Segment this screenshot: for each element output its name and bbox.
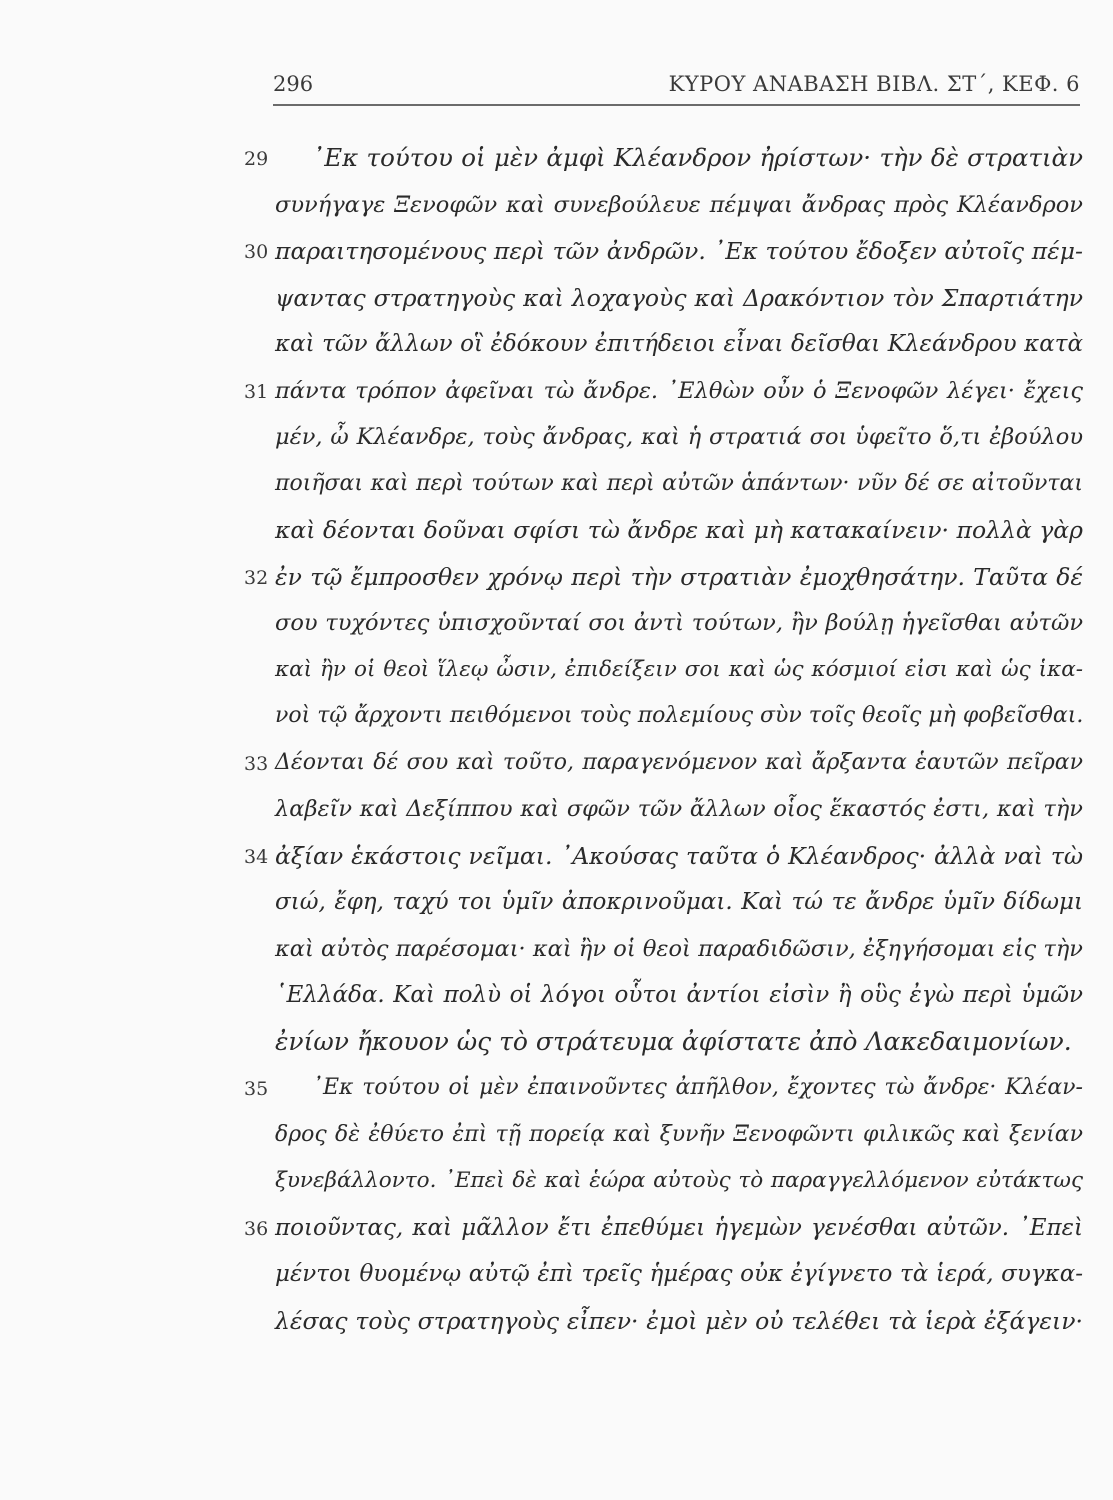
text-line xyxy=(0,327,1113,374)
section-number: 36 xyxy=(244,1217,269,1240)
section-number: 35 xyxy=(244,1078,269,1100)
text-line xyxy=(0,281,1113,328)
line-text: ποιῆσαι καὶ περὶ τούτων καὶ περὶ αὐτῶν ἁπάντων· νῦν δέ σε αἰτοῦνται xyxy=(275,470,1083,496)
text-line xyxy=(0,560,1113,607)
line-text: καὶ ἢν οἱ θεοὶ ἵλεῳ ὦσιν, ἐπιδείξειν σοι καὶ ὡς κόσμιοί εἰσι καὶ ὡς ἱκα- xyxy=(275,656,1083,682)
text-line xyxy=(0,839,1113,886)
text-line xyxy=(0,1304,1113,1351)
section-number: 32 xyxy=(244,566,269,589)
line-text: καὶ τῶν ἄλλων οἳ ἐδόκουν ἐπιτήδειοι εἶναι δεῖσθαι Κλεάνδρου κατὰ xyxy=(275,331,1083,357)
section-number: 33 xyxy=(244,752,269,775)
text-line xyxy=(0,1071,1113,1118)
text-line xyxy=(0,1164,1113,1211)
text-line xyxy=(0,188,1113,235)
line-text: ᾿Εκ τούτου οἱ μὲν ἀμφὶ Κλέανδρον ἠρίστων· τὴν δὲ στρατιὰν xyxy=(312,143,1083,172)
text-line xyxy=(0,792,1113,839)
line-text: σιώ, ἔφη, ταχύ τοι ὑμῖν ἀποκρινοῦμαι. Καὶ τώ τε ἄνδρε ὑμῖν δίδωμι xyxy=(275,889,1083,915)
text-line xyxy=(0,513,1113,560)
text-line xyxy=(0,1118,1113,1165)
line-text: παραιτησομένους περὶ τῶν ἀνδρῶν. ᾿Εκ τούτου ἔδοξεν αὐτοῖς πέμ- xyxy=(275,237,1083,265)
line-text: καὶ δέονται δοῦναι σφίσι τὼ ἄνδρε καὶ μὴ κατακαίνειν· πολλὰ γὰρ xyxy=(275,516,1083,544)
line-text: ψαντας στρατηγοὺς καὶ λοχαγοὺς καὶ Δρακόντιον τὸν Σπαρτιάτην xyxy=(275,283,1083,312)
text-line xyxy=(0,885,1113,932)
text-line xyxy=(0,467,1113,514)
line-text: ξυνεβάλλοντο. ᾿Επεὶ δὲ καὶ ἑώρα αὐτοὺς τὸ παραγγελλόμενον εὐτάκτως xyxy=(275,1168,1083,1193)
line-text: συνήγαγε Ξενοφῶν καὶ συνεβούλευε πέμψαι ἄνδρας πρὸς Κλέανδρον xyxy=(275,191,1083,218)
line-text: μέν, ὦ Κλέανδρε, τοὺς ἄνδρας, καὶ ἡ στρατιά σοι ὑφεῖτο ὅ,τι ἐβούλου xyxy=(275,424,1083,450)
page-header xyxy=(273,72,1080,102)
page-number: 296 xyxy=(273,72,314,96)
line-text: μέντοι θυομένῳ αὐτῷ ἐπὶ τρεῖς ἡμέρας οὐκ ἐγίγνετο τὰ ἱερά, συγκα- xyxy=(275,1261,1083,1287)
line-text: ἀξίαν ἑκάστοις νεῖμαι. ᾿Ακούσας ταῦτα ὁ Κλέανδρος· ἀλλὰ ναὶ τὼ xyxy=(275,841,1083,870)
text-line xyxy=(0,653,1113,700)
line-text: ᾿Εκ τούτου οἱ μὲν ἐπαινοῦντες ἀπῆλθον, ἔχοντες τὼ ἄνδρε· Κλέαν- xyxy=(312,1075,1083,1100)
text-line xyxy=(0,978,1113,1025)
line-text: νοὶ τῷ ἄρχοντι πειθόμενοι τοὺς πολεμίους σὺν τοῖς θεοῖς μὴ φοβεῖσθαι. xyxy=(275,703,1084,728)
line-text: ἐν τῷ ἔμπροσθεν χρόνῳ περὶ τὴν στρατιὰν ἐμοχθησάτην. Ταῦτα δέ xyxy=(275,562,1083,591)
text-line xyxy=(0,1211,1113,1258)
section-number: 29 xyxy=(244,148,269,170)
text-line xyxy=(0,746,1113,793)
text-line xyxy=(0,234,1113,281)
text-line xyxy=(0,141,1113,188)
text-line xyxy=(0,374,1113,421)
section-number: 30 xyxy=(244,241,269,263)
line-text: λέσας τοὺς στρατηγοὺς εἶπεν· ἐμοὶ μὲν οὐ τελέθει τὰ ἱερὰ ἐξάγειν· xyxy=(275,1306,1083,1335)
text-line xyxy=(0,699,1113,746)
line-text: σου τυχόντες ὑπισχοῦνταί σοι ἀντὶ τούτων, ἢν βούλῃ ἡγεῖσθαι αὐτῶν xyxy=(275,610,1083,636)
line-text: ποιοῦντας, καὶ μᾶλλον ἔτι ἐπεθύμει ἡγεμὼν γενέσθαι αὐτῶν. ᾿Επεὶ xyxy=(275,1214,1083,1241)
text-body xyxy=(0,141,1113,1350)
line-text: Δέονται δέ σου καὶ τοῦτο, παραγενόμενον καὶ ἄρξαντα ἑαυτῶν πεῖραν xyxy=(275,749,1083,775)
line-text: δρος δὲ ἐθύετο ἐπὶ τῇ πορείᾳ καὶ ξυνῆν Ξενοφῶντι φιλικῶς καὶ ξενίαν xyxy=(275,1121,1083,1147)
text-line xyxy=(0,932,1113,979)
line-text: καὶ αὐτὸς παρέσομαι· καὶ ἢν οἱ θεοὶ παραδιδῶσιν, ἐξηγήσομαι εἰς τὴν xyxy=(275,935,1083,962)
text-line xyxy=(0,1257,1113,1304)
line-text: πάντα τρόπον ἀφεῖναι τὼ ἄνδρε. ᾿Ελθὼν οὖν ὁ Ξενοφῶν λέγει· ἔχεις xyxy=(275,377,1083,404)
line-text: λαβεῖν καὶ Δεξίππου καὶ σφῶν τῶν ἄλλων οἷος ἕκαστός ἐστι, καὶ τὴν xyxy=(275,796,1083,822)
text-line xyxy=(0,420,1113,467)
text-line xyxy=(0,1025,1113,1072)
section-number: 34 xyxy=(244,845,269,868)
section-number: 31 xyxy=(244,380,269,403)
text-line xyxy=(0,606,1113,653)
running-head: ΚΥΡΟΥ ΑΝΑΒΑΣΗ ΒΙΒΛ. ΣΤ΄, ΚΕΦ. 6 xyxy=(668,72,1080,96)
header-rule xyxy=(273,104,1080,106)
line-text: ἐνίων ἤκουον ὡς τὸ στράτευμα ἀφίστατε ἀπὸ Λακεδαιμονίων. xyxy=(275,1026,1072,1056)
line-text: ῾Ελλάδα. Καὶ πολὺ οἱ λόγοι οὗτοι ἀντίοι εἰσὶν ἢ οὓς ἐγὼ περὶ ὑμῶν xyxy=(275,982,1083,1008)
